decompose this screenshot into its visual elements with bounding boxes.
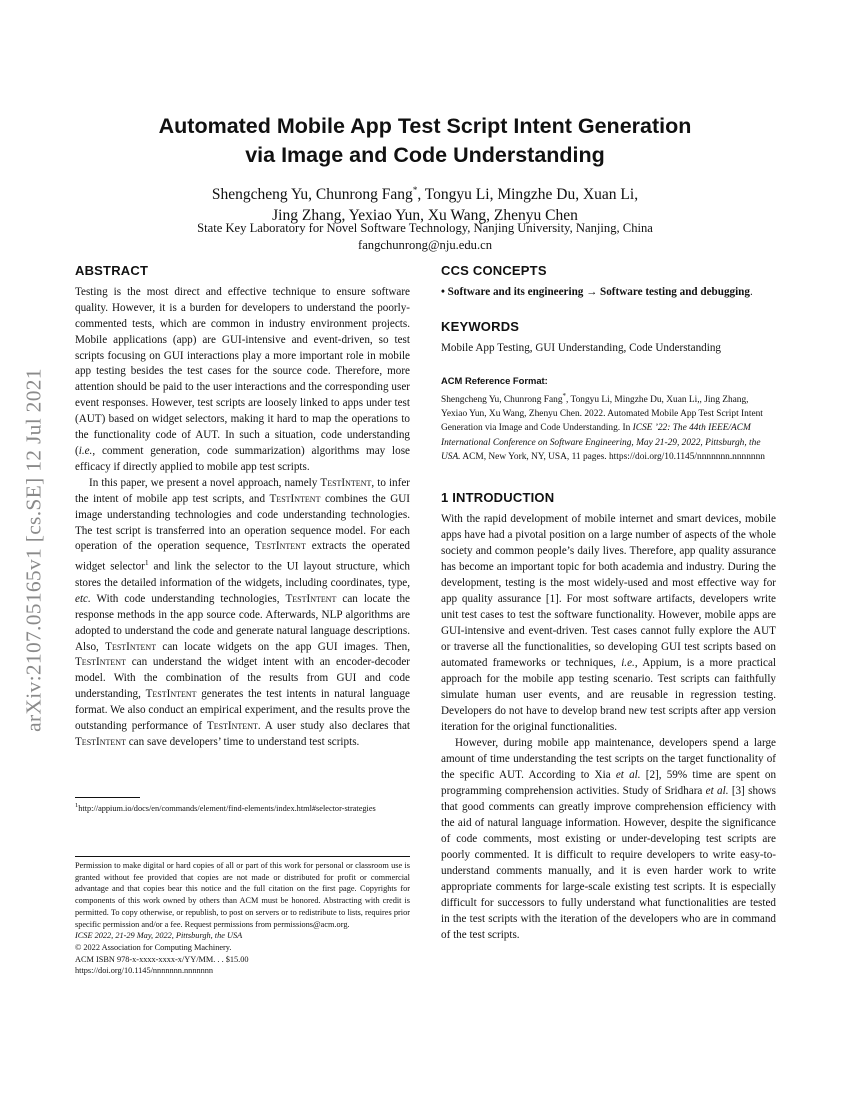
abs-p2-s10: generates the test intents in natural language format. We also conduct an empirical experiment, and the results prove the outstanding performance of xyxy=(75,688,410,733)
intro-p1-ie: i.e. xyxy=(621,656,635,669)
arxiv-identifier xyxy=(14,310,54,790)
corresponding-author-mark: * xyxy=(412,185,418,195)
ccs-end: . xyxy=(749,285,753,298)
authors-line1-b: , Tongyu Li, Mingzhe Du, Xuan Li, xyxy=(417,186,639,204)
permission-rule xyxy=(75,856,410,857)
acm-ref-venue: ICSE ’22: The 44th IEEE/ACM International Conference on Software Engineering, May 21-29, 2022, Pittsburgh, the USA. xyxy=(441,423,761,462)
abs-p2-s12: can save developers’ time to understand test scripts. xyxy=(125,736,360,748)
tool-name: TestIntent xyxy=(145,688,197,701)
acm-ref-a: Shengcheng Yu, Chunrong Fang xyxy=(441,394,563,405)
abstract-p1-text-b: , comment generation, code summarization) algorithms may lose efficacy if directly applied to mobile app test scripts. xyxy=(75,444,410,473)
permission-isbn: ACM ISBN 978-x-xxxx-xxxx-x/YY/MM. . . $15.00 xyxy=(75,954,249,964)
tool-name: TestIntent xyxy=(75,656,126,669)
abstract-paragraph-2 xyxy=(75,476,410,751)
affiliation-block xyxy=(70,220,780,254)
footnote xyxy=(75,800,410,815)
left-column xyxy=(75,263,410,751)
permission-doi: https://doi.org/10.1145/nnnnnnn.nnnnnnn xyxy=(75,966,214,976)
abstract-p1-ie: i.e. xyxy=(78,444,93,457)
acm-reference-heading: ACM Reference Format: xyxy=(441,374,548,386)
abs-p2-s4: extracts the operated widget selector xyxy=(75,540,410,574)
abs-p2-s1: In this paper, we present a novel approach, namely xyxy=(89,476,321,489)
intro-p2-etal2: et al. xyxy=(705,784,729,797)
intro-p1-text-b: , Appium, is a more practical approach for the mobile app testing scenario. Test scripts can faithfully simulate human user events, and are reusable in regression testing. Developers do not have to develop brand new test scripts after app version iteration for the original functionalities. xyxy=(441,656,776,733)
email: fangchunrong@nju.edu.cn xyxy=(358,238,492,252)
tool-name: TestIntent xyxy=(206,720,258,733)
tool-name: TestIntent xyxy=(105,640,157,653)
intro-p2-c: [3] shows that good comments can greatly improve comprehension efficiency with the aid of natural language information. However, despite the significance of code comments, most existing or under-developing test scripts are poorly commented. It is difficult to require developers to write easy-to-understand comments manually, and it is even harder work to write appropriate comments for large-scale existing test scripts. It is especially difficult for successors to fully understand what functionalities are tested in the test scripts with the iteration of the developers who are in command of the test scripts. xyxy=(441,784,776,941)
abs-p2-s11: . A user study also declares that xyxy=(257,720,410,733)
abstract-p1-text-a: Testing is the most direct and effective technique to ensure software quality. However, it is a burden for developers to understand the poorly-commented tests, which are common in industry environment projects. Mobile applications (app) are GUI-intensive and event-driven, so test scripts focusing on GUI interactions play a more important role in mobile app testing besides the test cases for the source code. Therefore, more attention should be paid to the user interactions and the corresponding user event responses. However, test scripts are loosely linked to apps under test (AUT) based on widget selectors, making it hard to map the operations to the functionality code of AUT. In such a situation, code understanding ( xyxy=(75,285,410,457)
authors-line1-a: Shengcheng Yu, Chunrong Fang xyxy=(211,186,413,204)
acm-ref-c: ACM, New York, NY, USA, 11 pages. https://doi.org/10.1145/nnnnnnn.nnnnnnn xyxy=(460,451,765,462)
tool-name: TestIntent xyxy=(75,736,126,748)
right-column xyxy=(441,263,776,943)
authors-line2: Jing Zhang, Yexiao Yun, Xu Wang, Zhenyu Chen xyxy=(272,207,578,225)
intro-paragraph-2 xyxy=(441,735,776,943)
footnote-mark: 1 xyxy=(75,802,79,809)
tool-name: TestIntent xyxy=(285,592,337,605)
keywords-text: Mobile App Testing, GUI Understanding, Code Understanding xyxy=(441,341,721,354)
abs-p2-s9: can understand the widget intent with an encoder-decoder model. With the combination of the results from GUI and code understanding, xyxy=(75,656,410,701)
keywords-heading: KEYWORDS xyxy=(441,318,520,334)
title-line-2: via Image and Code Understanding xyxy=(245,143,605,167)
permission-block xyxy=(75,860,410,977)
acm-ref-b: , Tongyu Li, Mingzhe Du, Xuan Li,, Jing Zhang, Yexiao Yun, Xu Wang, Zhenyu Chen. 2022. Automated Mobile App Test Script Intent Generation via Image and Code Understanding. In xyxy=(441,394,763,434)
ccs-concepts xyxy=(441,285,776,301)
permission-copyright: © 2022 Association for Computing Machinery. xyxy=(75,942,232,952)
abs-p2-s5: and link the selector to the UI layout structure, which stores the detailed information of the widgets, including coordinates, type, xyxy=(75,561,411,589)
title-line-1: Automated Mobile App Test Script Intent Generation xyxy=(158,114,692,138)
acm-ref-mark: * xyxy=(562,391,567,400)
abs-p2-s6: With code understanding technologies, xyxy=(90,592,286,605)
intro-p2-etal1: et al. xyxy=(615,768,641,781)
intro-p2-a: However, during mobile app maintenance, developers spend a large amount of time understanding the test scripts on the target functionality of the specific AUT. According to Xia xyxy=(441,736,776,781)
arxiv-id-text: arXiv:2107.05165v1 [cs.SE] 12 Jul 2021 xyxy=(21,368,46,732)
permission-text: Permission to make digital or hard copies of all or part of this work for personal or classroom use is granted without fee provided that copies are not made or distributed for profit or commercial advantage and that copies bear this notice and the full citation on the first page. Copyrights for components of this work owned by others than ACM must be honored. Abstracting with credit is permitted. To copy otherwise, or republish, to post on servers or to redistribute to lists, requires prior specific permission and/or a fee. Request permissions from permissions@acm.org. xyxy=(75,861,410,929)
acm-reference xyxy=(441,374,776,464)
introduction-heading: 1 INTRODUCTION xyxy=(441,489,555,505)
intro-p2-b: [2], 59% time are spent on programming comprehension activities. Study of Sridhara xyxy=(441,768,777,797)
abstract-paragraph-1 xyxy=(75,285,410,476)
tool-name: TestIntent xyxy=(254,540,306,553)
tool-name: TestIntent xyxy=(320,476,372,489)
tool-name: TestIntent xyxy=(269,492,321,505)
abs-p2-s3: combines the GUI image understanding technologies and code understanding technologies. The test script is transferred into an operation sequence model. For each operation of the operation sequence, xyxy=(75,492,410,553)
abs-p2-s2: , to infer the intent of mobile app test scripts, and xyxy=(75,476,410,505)
affiliation: State Key Laboratory for Novel Software Technology, Nanjing University, Nanjing, China xyxy=(197,221,653,235)
footnote-url: http://appium.io/docs/en/commands/element/find-elements/index.html#selector-strategies xyxy=(78,803,376,813)
footnote-rule xyxy=(75,797,140,798)
intro-paragraph-1 xyxy=(441,511,776,735)
ccs-text: • Software and its engineering → Software testing and debugging xyxy=(441,285,750,298)
intro-p1-text: With the rapid development of mobile internet and smart devices, mobile apps have had a pivotal position on a large number of aspects of the whole society and common people’s daily lives. Therefore, app quality assurance has become an important topic for both academia and industry. During the development, testing is the most widely-used and most effective way for app quality assurance [1]. For most software artifacts, developers write unit test cases to test the software functionality. However, mobile apps are GUI-intensive and event-driven. Test cases cannot fully explore the AUT or traverse all the functionalities, so developing GUI test scripts based on automated frameworks or techniques, xyxy=(441,512,776,669)
ccs-heading: CCS CONCEPTS xyxy=(441,263,547,278)
footnote-ref: 1 xyxy=(144,558,149,568)
paper-title xyxy=(70,112,780,170)
abs-p2-s7: can locate the response methods in the app source code. Afterwards, NLP algorithms are adopted to understand the code and generate natural language descriptions. Also, xyxy=(75,592,410,653)
abs-p2-etc: etc. xyxy=(75,592,91,605)
abs-p2-s8: can locate widgets on the app GUI images. Then, xyxy=(156,640,410,653)
permission-venue: ICSE 2022, 21-29 May, 2022, Pittsburgh, the USA xyxy=(75,931,243,941)
abstract-heading: ABSTRACT xyxy=(75,263,149,278)
